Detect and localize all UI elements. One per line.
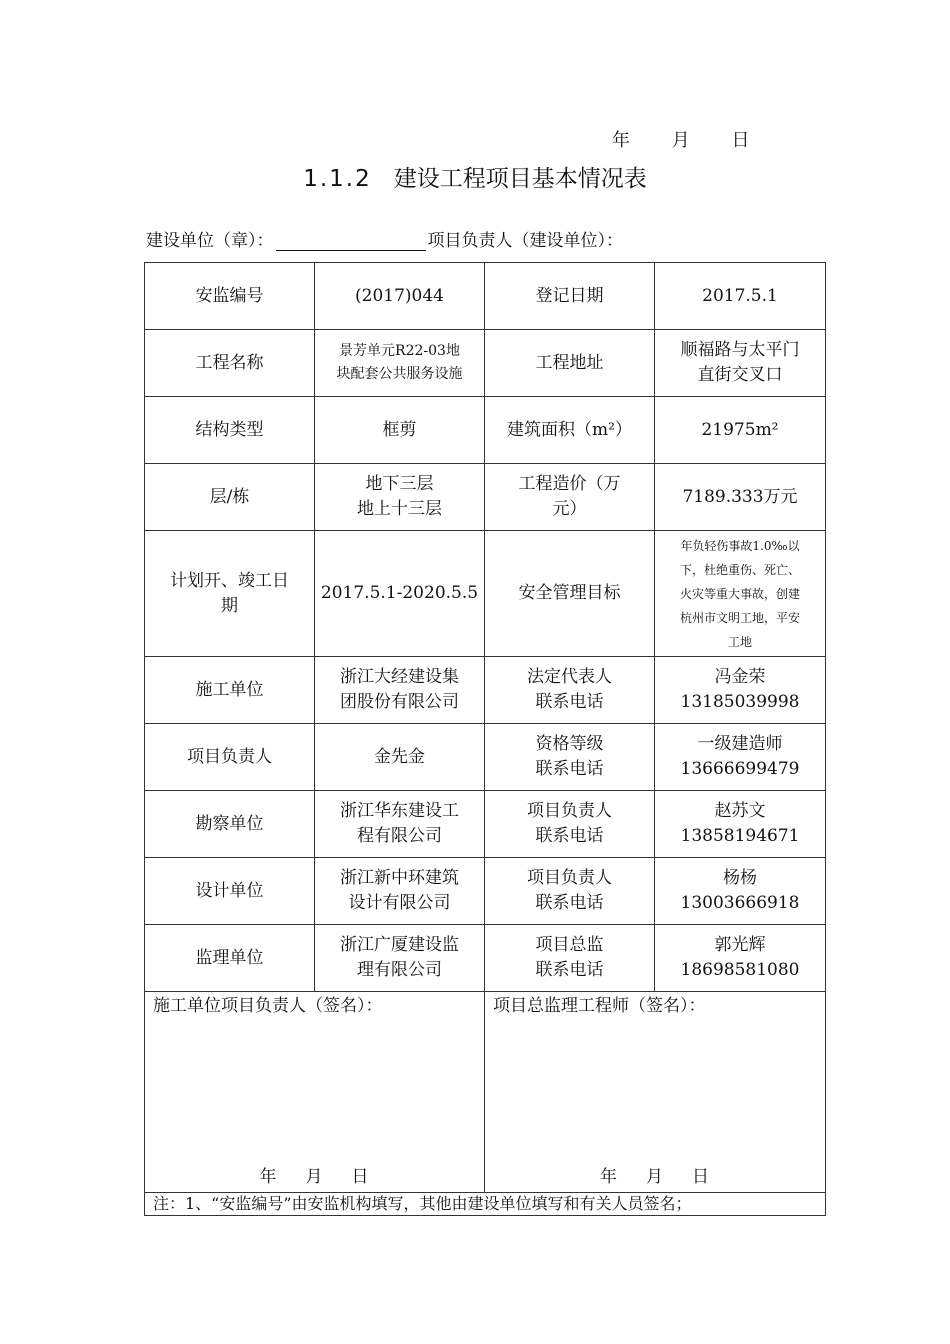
sign-row: [145, 992, 826, 1193]
sign-left-label: 施工单位项目负责人（签名）：: [153, 996, 383, 1016]
label-cell: [145, 724, 315, 791]
cell-text-line: 地上十三层: [357, 499, 442, 519]
value-cell: [315, 263, 485, 330]
title-text: 建设工程项目基本情况表: [393, 166, 647, 192]
cell-text-line: 13858194671: [680, 826, 800, 846]
date-year: 年: [612, 130, 631, 151]
cell-text-line: 项目负责人: [187, 746, 272, 767]
cell-text-line: 地下三层: [365, 474, 434, 494]
label-cell: [485, 397, 655, 464]
label-cell: [145, 657, 315, 724]
cell-text-line: 2017.5.1-2020.5.5: [320, 583, 479, 603]
value-cell: [315, 397, 485, 464]
info-table: [144, 262, 826, 1216]
cell-text-line: 登记日期: [535, 285, 604, 306]
sign-right-month: 月: [646, 1167, 664, 1187]
value-cell: [315, 464, 485, 531]
value-cell: [315, 531, 485, 657]
label-cell: [485, 330, 655, 397]
cell-text-line: 联系电话: [535, 893, 604, 913]
label-cell: [145, 263, 315, 330]
project-head-label: 项目负责人（建设单位）：: [427, 231, 623, 251]
table-row: [145, 531, 826, 657]
cell-text-line: 郭光辉: [714, 935, 766, 955]
cell-text-line: 团股份有限公司: [340, 692, 459, 712]
cell-text-line: 理有限公司: [357, 960, 442, 980]
cell-text-line: 顺福路与太平门: [680, 340, 800, 360]
page-title: [0, 160, 950, 193]
info-table-body: [145, 263, 826, 992]
cell-text-line: 联系电话: [535, 960, 604, 980]
cell-text-line: 块配套公共服务设施: [336, 366, 463, 382]
table-row: [145, 791, 826, 858]
cell-text-line: 设计有限公司: [348, 893, 451, 913]
cell-text-line: 计划开、竣工日: [170, 570, 289, 591]
cell-text-line: 浙江华东建设工: [340, 801, 459, 821]
cell-text-line: 监理单位: [195, 947, 264, 968]
label-cell: [485, 858, 655, 925]
cell-text-line: 13003666918: [680, 893, 800, 913]
sign-left-cell[interactable]: [145, 992, 485, 1193]
value-cell: [315, 724, 485, 791]
note-cell: 注：1、“安监编号”由安监机构填写，其他由建设单位填写和有关人员签名；: [145, 1193, 826, 1216]
value-cell: [655, 925, 826, 992]
label-cell: [485, 263, 655, 330]
cell-text-line: 赵苏文: [714, 801, 766, 821]
cell-text-line: 项目总监: [535, 935, 604, 955]
builder-blank[interactable]: [276, 232, 426, 251]
cell-text-line: 期: [221, 595, 238, 616]
cell-text-line: 安全管理目标: [518, 583, 621, 603]
sign-right-date: [485, 1165, 825, 1190]
cell-text-line: 火灾等重大事故，创建: [679, 586, 800, 601]
sign-left-date: [145, 1165, 484, 1190]
label-cell: [145, 858, 315, 925]
value-cell: [655, 263, 826, 330]
cell-text-line: 层/栋: [209, 486, 250, 507]
note-row: [145, 1193, 826, 1216]
label-cell: [485, 925, 655, 992]
cell-text-line: 建筑面积（m²）: [507, 419, 632, 440]
label-cell: [145, 464, 315, 531]
cell-text-line: 元）: [552, 499, 587, 519]
value-cell: [655, 791, 826, 858]
cell-text-line: 年负轻伤事故1.0‰以: [680, 538, 800, 553]
cell-text-line: 杭州市文明工地，平安: [679, 610, 800, 625]
value-cell: [315, 858, 485, 925]
cell-text-line: 施工单位: [195, 679, 264, 700]
table-row: [145, 657, 826, 724]
cell-text-line: 工程造价（万: [518, 474, 621, 494]
value-cell: [655, 397, 826, 464]
table-row: [145, 464, 826, 531]
table-row: [145, 925, 826, 992]
cell-text-line: 项目负责人: [527, 868, 612, 888]
value-cell: [315, 330, 485, 397]
cell-text-line: 一级建造师: [697, 734, 783, 754]
cell-text-line: (2017)044: [355, 285, 444, 306]
cell-text-line: 程有限公司: [357, 826, 442, 846]
builder-line: [146, 226, 623, 251]
label-cell: [485, 791, 655, 858]
cell-text-line: 勘察单位: [195, 813, 264, 834]
sign-right-label: 项目总监理工程师（签名）：: [493, 996, 706, 1016]
value-cell: [655, 657, 826, 724]
cell-text-line: 2017.5.1: [702, 285, 778, 306]
cell-text-line: 7189.333万元: [682, 486, 798, 507]
header-date: [612, 126, 750, 152]
cell-text-line: 景芳单元R22-03地: [339, 343, 460, 359]
cell-text-line: 资格等级: [535, 734, 604, 754]
value-cell: [315, 925, 485, 992]
table-row: [145, 330, 826, 397]
cell-text-line: 安监编号: [195, 285, 264, 306]
sign-right-day: 日: [692, 1167, 710, 1187]
label-cell: [485, 531, 655, 657]
cell-text-line: 工程名称: [195, 352, 264, 373]
cell-text-line: 法定代表人: [527, 667, 612, 687]
label-cell: [145, 397, 315, 464]
value-cell: [655, 858, 826, 925]
label-cell: [485, 724, 655, 791]
cell-text-line: 联系电话: [535, 826, 604, 846]
label-cell: [145, 330, 315, 397]
cell-text-line: 框剪: [382, 419, 417, 440]
cell-text-line: 浙江广厦建设监: [340, 935, 459, 955]
sign-left-month: 月: [305, 1167, 324, 1187]
value-cell: [655, 531, 826, 657]
label-cell: [485, 657, 655, 724]
cell-text-line: 下，杜绝重伤、死亡、: [679, 562, 800, 577]
builder-label: 建设单位（章）：: [146, 231, 274, 251]
label-cell: [145, 925, 315, 992]
cell-text-line: 金先金: [374, 746, 425, 767]
cell-text-line: 21975m²: [701, 419, 779, 440]
cell-text-line: 项目负责人: [527, 801, 612, 821]
value-cell: [315, 791, 485, 858]
value-cell: [655, 464, 826, 531]
sign-left-day: 日: [351, 1167, 370, 1187]
cell-text-line: 联系电话: [535, 692, 604, 712]
cell-text-line: 浙江大经建设集: [340, 667, 459, 687]
sign-right-cell[interactable]: [485, 992, 826, 1193]
sign-left-year: 年: [259, 1167, 278, 1187]
value-cell: [315, 657, 485, 724]
date-month: 月: [671, 130, 691, 151]
date-day: 日: [731, 130, 751, 151]
table-row: [145, 263, 826, 330]
cell-text-line: 直街交叉口: [697, 365, 783, 385]
cell-text-line: 13185039998: [680, 692, 800, 712]
cell-text-line: 设计单位: [195, 880, 264, 901]
table-row: [145, 397, 826, 464]
cell-text-line: 结构类型: [195, 419, 264, 440]
table-row: [145, 724, 826, 791]
label-cell: [145, 531, 315, 657]
value-cell: [655, 724, 826, 791]
cell-text-line: 18698581080: [680, 960, 800, 980]
title-number: 1.1.2: [303, 166, 372, 192]
cell-text-line: 冯金荣: [714, 667, 766, 687]
cell-text-line: 工地: [727, 634, 752, 649]
label-cell: [145, 791, 315, 858]
cell-text-line: 杨杨: [723, 868, 757, 888]
value-cell: [655, 330, 826, 397]
cell-text-line: 联系电话: [535, 759, 604, 779]
cell-text-line: 13666699479: [680, 759, 800, 779]
label-cell: [485, 464, 655, 531]
table-row: [145, 858, 826, 925]
cell-text-line: 工程地址: [535, 352, 604, 373]
cell-text-line: 浙江新中环建筑: [340, 868, 459, 888]
sign-right-year: 年: [600, 1167, 618, 1187]
